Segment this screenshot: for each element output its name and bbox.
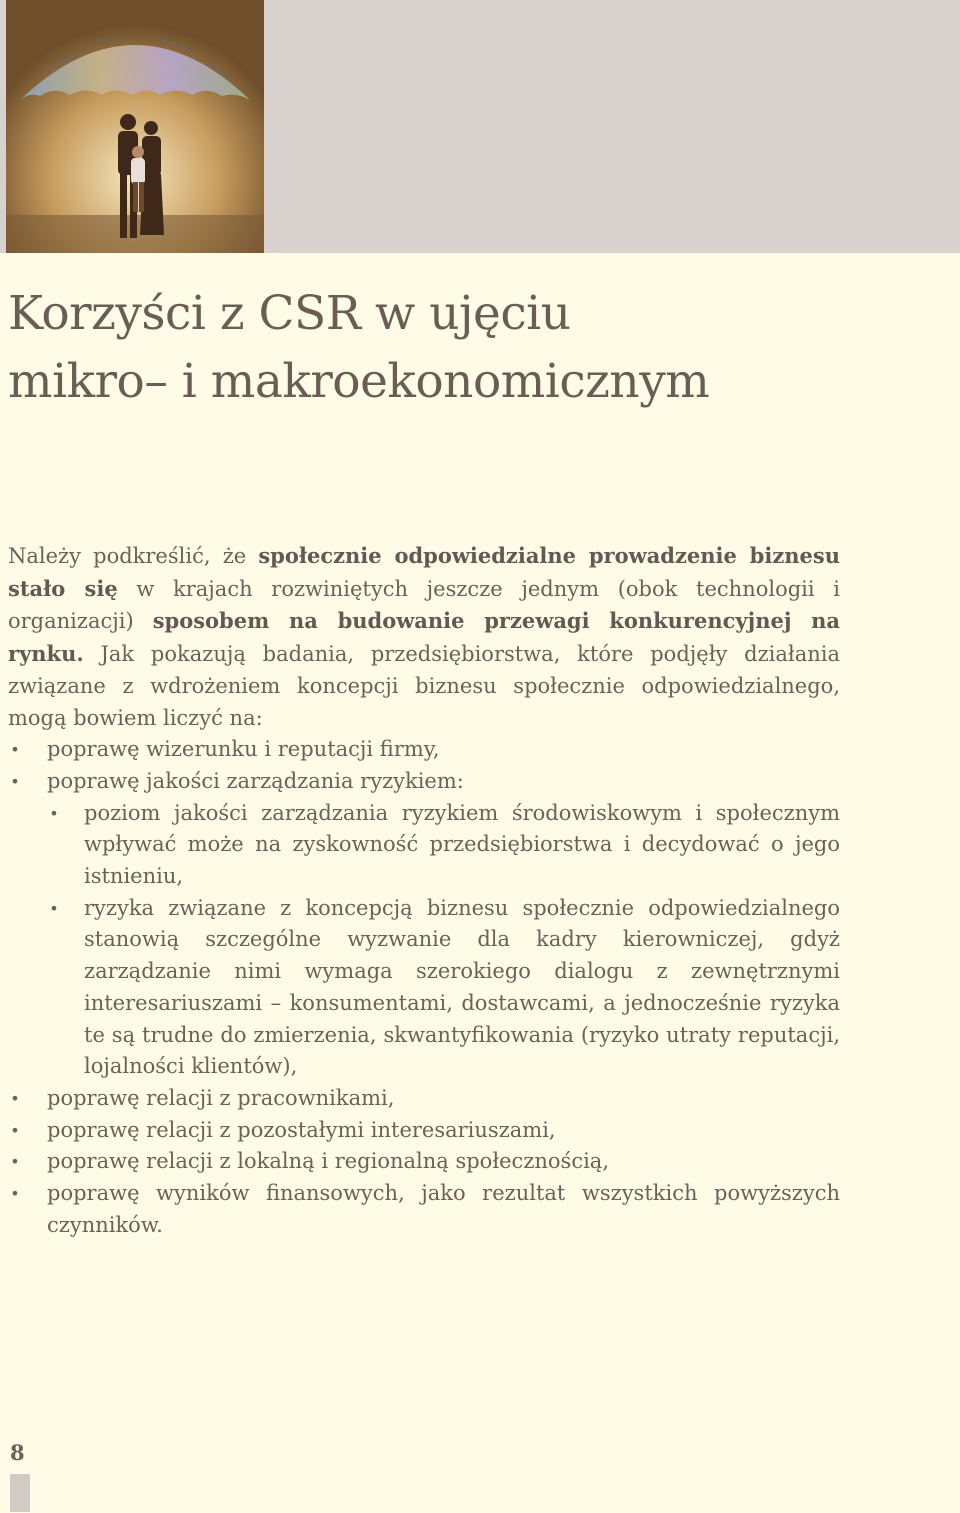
page-number: 8 <box>10 1440 25 1465</box>
list-item-text: poprawę jakości zarządzania ryzykiem: <box>47 768 464 793</box>
risk-sublist <box>47 798 840 1083</box>
body-text <box>8 540 840 1241</box>
intro-bold-1: społecznie odpowiedzialne prowadzenie biznesu stało się <box>8 543 840 601</box>
list-item <box>8 1083 840 1115</box>
benefits-list <box>8 734 840 1241</box>
list-item <box>8 734 840 766</box>
bullet: • <box>10 771 20 791</box>
bullet: • <box>49 803 59 823</box>
list-item-text: poprawę relacji z pracownikami, <box>47 1085 395 1110</box>
list-item-text: poprawę relacji z lokalną i regionalną społecznością, <box>47 1149 609 1174</box>
list-item <box>8 1178 840 1241</box>
sublist-item <box>47 893 840 1083</box>
list-item <box>8 1115 840 1147</box>
intro-text-3: Jak pokazują badania, przedsiębiorstwa, które podjęły działania związane z wdrożeniem koncepcji biznesu społecznie odpowiedzialnego, mogą bowiem liczyć na: <box>8 642 840 730</box>
heading-line-2: mikro– i makroekonomicznym <box>8 354 710 409</box>
bullet: • <box>10 1120 20 1140</box>
bullet: • <box>10 1184 20 1204</box>
intro-text-1: Należy podkreślić, że <box>8 544 259 568</box>
family-umbrella-photo <box>6 0 264 253</box>
page-heading <box>8 280 709 416</box>
intro-bold-2: sposobem na budowanie przewagi konkurencyjnej na rynku. <box>8 608 840 667</box>
list-item-text: poprawę relacji z pozostałymi interesariuszami, <box>47 1117 556 1142</box>
sublist-item-text: ryzyka związane z koncepcją biznesu społecznie odpowiedzialnego stanowią szczególne wyzwanie dla kadry kierowniczej, gdyż zarządzanie nimi wymaga szerokiego dialogu z zewnętrznymi interesariuszami – konsumentami, dostawcami, a jednocześnie ryzyka te są trudne do zmierzenia, skwantyfikowania (ryzyko utraty reputacji, lojalności klientów), <box>84 895 840 1079</box>
list-item <box>8 766 840 1083</box>
bullet: • <box>10 1152 20 1172</box>
bullet: • <box>10 740 20 760</box>
intro-paragraph <box>8 540 840 734</box>
sublist-item <box>47 798 840 893</box>
bullet: • <box>49 898 59 918</box>
bullet: • <box>10 1088 20 1108</box>
sublist-item-text: poziom jakości zarządzania ryzykiem środowiskowym i społecznym wpływać może na zyskowność przedsiębiorstwa i decydować o jego istnieniu, <box>84 800 840 889</box>
list-item <box>8 1146 840 1178</box>
list-item-text: poprawę wizerunku i reputacji firmy, <box>47 737 440 762</box>
page-marker-bar <box>10 1474 30 1512</box>
intro-text-2: w krajach rozwiniętych jeszcze jednym (obok technologii i organizacji) <box>8 576 840 634</box>
heading-line-1: Korzyści z CSR w ujęciu <box>8 286 571 341</box>
list-item-text: poprawę wyników finansowych, jako rezultat wszystkich powyższych czynników. <box>47 1181 840 1237</box>
